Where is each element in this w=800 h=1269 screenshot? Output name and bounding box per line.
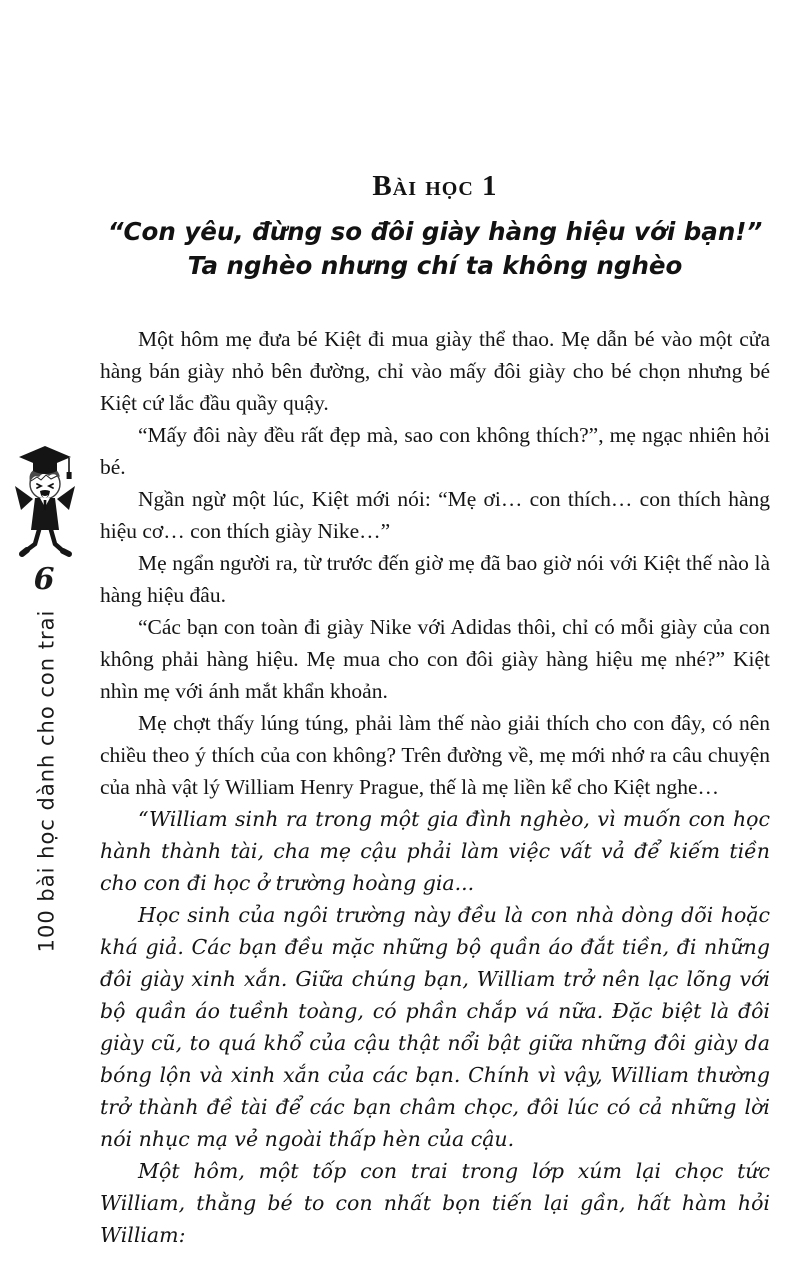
lesson-title (100, 215, 770, 283)
story-paragraph: Học sinh của ngôi trường này đều là con nhà dòng dõi hoặc khá giả. Các bạn đều mặc những bộ quần áo đắt tiền, đi những đôi giày xinh xắn. Giữa chúng bạn, William trở nên lạc lõng với bộ quần áo tuềnh toàng, có phần chắp vá nữa. Đặc biệt là đôi giày cũ, to quá khổ của cậu thật nổi bật giữa những đôi giày da bóng lộn và xinh xắn của các bạn. Chính vì vậy, William thường trở thành đề tài để các bạn châm chọc, đôi lúc có cả những lời nói nhục mạ vẻ ngoài thấp hèn của cậu. (100, 903, 770, 1151)
lesson-content (100, 170, 770, 1251)
lesson-title-line2: Ta nghèo nhưng chí ta không nghèo (187, 251, 683, 280)
graduate-boy-icon (13, 444, 77, 564)
lesson-body (100, 323, 770, 1251)
paragraph: Mẹ chợt thấy lúng túng, phải làm thế nào giải thích cho con đây, có nên chiều theo ý thích của con không? Trên đường về, mẹ mới nhớ ra câu chuyện của nhà vật lý William Henry Prague, thế là mẹ liền kể cho Kiệt nghe… (100, 711, 770, 799)
paragraph: Ngần ngừ một lúc, Kiệt mới nói: “Mẹ ơi… con thích… con thích hàng hiệu cơ… con thích giày Nike…” (100, 487, 770, 543)
page-number: 6 (33, 562, 55, 597)
story-paragraph: “William sinh ra trong một gia đình nghèo, vì muốn con học hành thành tài, cha mẹ cậu phải làm việc vất vả để kiếm tiền cho con đi học ở trường hoàng gia... (100, 807, 770, 895)
lesson-title-line1: “Con yêu, đừng so đôi giày hàng hiệu với bạn!” (107, 217, 763, 246)
paragraph: Mẹ ngẩn người ra, từ trước đến giờ mẹ đã bao giờ nói với Kiệt thế nào là hàng hiệu đâu. (100, 551, 770, 607)
page-sidebar (0, 0, 96, 1269)
paragraph: “Các bạn con toàn đi giày Nike với Adidas thôi, chỉ có mỗi giày của con không phải hàng hiệu. Mẹ mua cho con đôi giày hàng hiệu mẹ nhé?” Kiệt nhìn mẹ với ánh mắt khẩn khoản. (100, 615, 770, 703)
paragraph: “Mấy đôi này đều rất đẹp mà, sao con không thích?”, mẹ ngạc nhiên hỏi bé. (100, 423, 770, 479)
story-paragraph: Một hôm, một tốp con trai trong lớp xúm lại chọc tức William, thằng bé to con nhất bọn tiến lại gần, hất hàm hỏi William: (100, 1159, 770, 1247)
book-spine-title: 100 bài học dành cho con trai (34, 609, 59, 952)
lesson-heading: Bài học 1 (372, 170, 498, 202)
book-spine (10, 608, 82, 953)
paragraph: Một hôm mẹ đưa bé Kiệt đi mua giày thể thao. Mẹ dẫn bé vào một cửa hàng bán giày nhỏ bên đường, chỉ vào mấy đôi giày cho bé chọn nhưng bé Kiệt cứ lắc đầu quầy quậy. (100, 327, 770, 415)
